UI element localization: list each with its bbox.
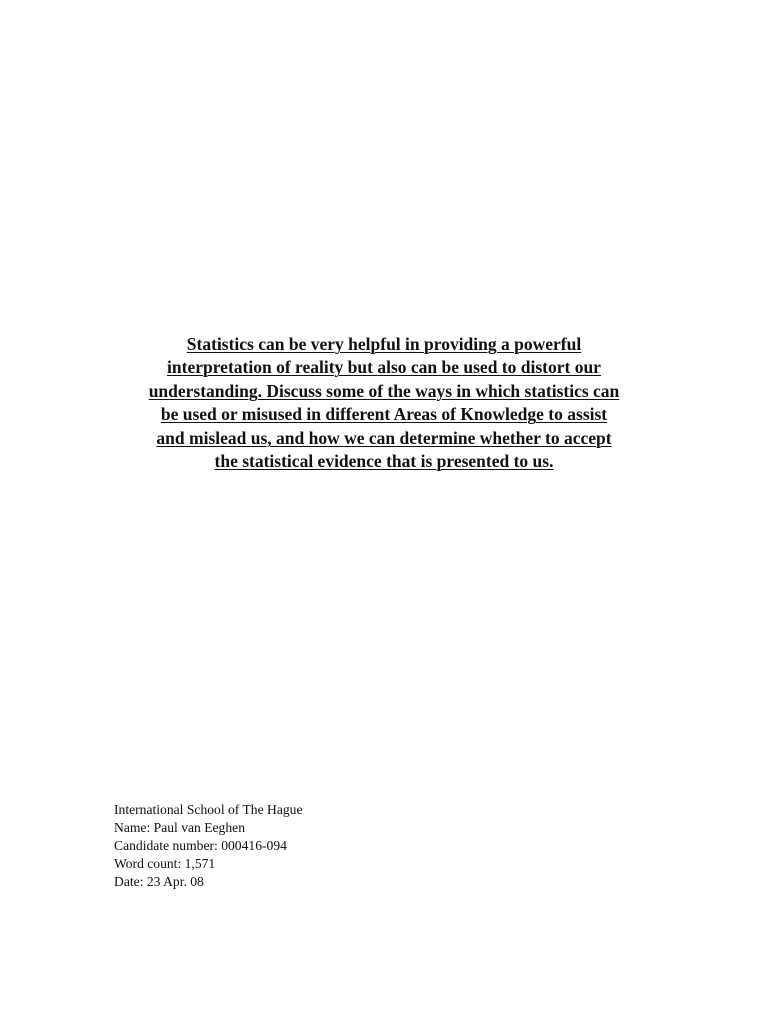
word-count: Word count: 1,571 bbox=[114, 856, 216, 871]
title-line: interpretation of reality but also can be used to distort our bbox=[167, 357, 601, 378]
title-line: be used or misused in different Areas of Knowledge to assist bbox=[160, 404, 608, 425]
student-name: Name: Paul van Eeghen bbox=[114, 820, 245, 835]
title-line: and mislead us, and how we can determine whether to accept bbox=[156, 427, 612, 448]
essay-title bbox=[100, 333, 668, 473]
school-name: International School of The Hague bbox=[114, 802, 303, 817]
title-line: understanding. Discuss some of the ways in which statistics can bbox=[148, 380, 620, 401]
author-info-block bbox=[114, 801, 303, 891]
date: Date: 23 Apr. 08 bbox=[114, 874, 204, 889]
title-line: Statistics can be very helpful in providing a powerful bbox=[186, 334, 582, 354]
candidate-number: Candidate number: 000416-094 bbox=[114, 838, 287, 853]
title-line: the statistical evidence that is presented to us. bbox=[214, 451, 554, 472]
